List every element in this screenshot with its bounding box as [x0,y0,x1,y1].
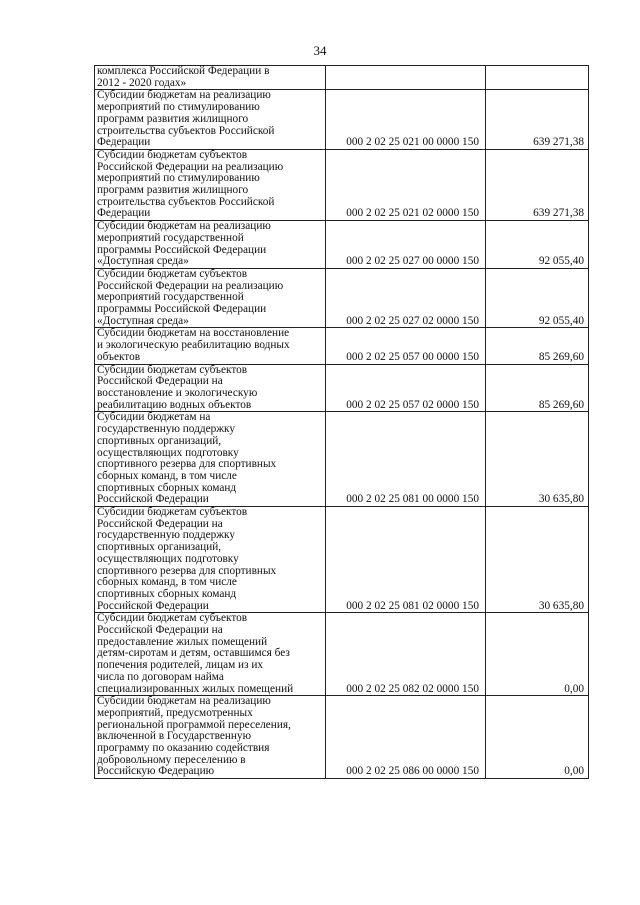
row-name-line: мероприятий государственной [97,231,244,244]
row-name-line: программы Российской Федерации [97,303,267,316]
row-name-cell [95,328,326,364]
row-name-line: спортивного резерва для спортивных [97,458,277,471]
row-name-line: детям-сиротам и детям, оставшимся без [97,647,290,660]
row-name-line: мероприятий по стимулированию [97,101,260,114]
row-name-line: Российской Федерации на реализацию [97,279,284,292]
row-name-line: мероприятий, предусмотренных [97,706,253,719]
row-name-line: предоставление жилых помещений [97,635,268,648]
row-code-cell: 000 2 02 25 027 02 0000 150 [326,268,486,328]
row-name-line: сборных команд, в том числе [97,469,237,482]
row-amount-cell: 92 055,40 [486,268,589,328]
row-name-line: Субсидии бюджетам на реализацию [97,89,271,102]
row-amount-cell: 85 269,60 [486,328,589,364]
row-amount-cell: 0,00 [486,613,589,696]
row-name-line: Субсидии бюджетам на [97,411,211,424]
table-row [95,412,589,507]
row-code-cell: 000 2 02 25 057 00 0000 150 [326,328,486,364]
row-name-cell [95,696,326,779]
table-row [95,268,589,328]
row-name-line: Российской Федерации на [97,624,223,637]
row-name-line: Субсидии бюджетам на восстановление [97,327,290,340]
table-body [95,66,589,779]
row-name-line: программ развития жилищного [97,184,249,197]
row-name-line: «Доступная среда» [97,255,189,268]
row-name-line: спортивных организаций, [97,434,222,447]
row-name-line: государственную поддержку [97,529,236,542]
row-name-line: строительства субъектов Российской [97,124,275,137]
table-row [95,149,589,220]
row-name-line: программы Российской Федерации [97,243,267,256]
row-name-line: «Доступная среда» [97,314,189,327]
row-name-line: добровольному переселению в [97,753,246,766]
row-name-line: Субсидии бюджетам субъектов [97,506,248,519]
row-code-cell: 000 2 02 25 081 00 0000 150 [326,412,486,507]
row-name-line: спортивных организаций, [97,541,222,554]
row-amount-cell: 30 635,80 [486,507,589,613]
row-code-cell [326,66,486,90]
row-name-line: программ развития жилищного [97,112,249,125]
row-name-line: Российской Федерации на реализацию [97,160,284,173]
row-amount-cell: 92 055,40 [486,221,589,269]
page-number: 34 [313,43,327,58]
row-name-line: и экологическую реабилитацию водных [97,339,290,352]
row-name-line: Субсидии бюджетам субъектов [97,363,248,376]
row-name-cell [95,90,326,150]
table-row [95,328,589,364]
row-name-cell [95,412,326,507]
row-amount-cell [486,66,589,90]
table-row [95,613,589,696]
row-name-line: числа по договорам найма [97,670,224,683]
row-name-line: программу по оказанию содействия [97,742,270,755]
table-row [95,66,589,90]
row-code-cell: 000 2 02 25 086 00 0000 150 [326,696,486,779]
row-name-line: Субсидии бюджетам субъектов [97,267,248,280]
row-name-line: Российской Федерации на [97,375,223,388]
table-row [95,696,589,779]
row-name-line: Субсидии бюджетам субъектов [97,148,248,161]
row-code-cell: 000 2 02 25 027 00 0000 150 [326,221,486,269]
row-name-line: восстановление и экологическую [97,386,258,399]
table-row [95,507,589,613]
row-name-cell [95,268,326,328]
row-name-cell [95,149,326,220]
row-name-line: Российской Федерации [97,493,209,506]
row-amount-cell: 0,00 [486,696,589,779]
revenue-table [94,65,589,779]
row-code-cell: 000 2 02 25 057 02 0000 150 [326,364,486,412]
row-name-cell [95,221,326,269]
row-name-cell [95,364,326,412]
row-code-cell: 000 2 02 25 021 02 0000 150 [326,149,486,220]
row-code-cell: 000 2 02 25 081 02 0000 150 [326,507,486,613]
row-name-line: включенной в Государственную [97,730,252,743]
row-name-line: региональной программой переселения, [97,718,291,731]
row-name-line: Федерации [97,207,151,220]
row-name-line: строительства субъектов Российской [97,195,275,208]
row-name-cell [95,507,326,613]
row-name-line: государственную поддержку [97,423,236,436]
row-name-line: осуществляющих подготовку [97,552,239,565]
table-row [95,221,589,269]
row-name-line: спортивных сборных команд [97,587,237,600]
row-name-line: Субсидии бюджетам субъектов [97,612,248,625]
row-name-line: специализированных жилых помещений [97,682,294,695]
row-name-line: попечения родителей, лицам из их [97,659,264,672]
row-amount-cell: 30 635,80 [486,412,589,507]
row-amount-cell: 639 271,38 [486,149,589,220]
row-name-line: сборных команд, в том числе [97,576,237,589]
row-name-line: спортивного резерва для спортивных [97,564,277,577]
row-name-line: Федерации [97,136,151,149]
row-name-line: Российской Федерации на [97,517,223,530]
row-name-line: реабилитацию водных объектов [97,398,252,411]
row-amount-cell: 639 271,38 [486,90,589,150]
row-name-line: Субсидии бюджетам на реализацию [97,220,271,233]
row-name-cell [95,66,326,90]
row-name-line: спортивных сборных команд [97,481,237,494]
row-name-line: Российской Федерации [97,599,209,612]
row-name-line: Субсидии бюджетам на реализацию [97,695,271,708]
table-row [95,90,589,150]
row-name-line: осуществляющих подготовку [97,446,239,459]
row-code-cell: 000 2 02 25 021 00 0000 150 [326,90,486,150]
row-name-line: 2012 - 2020 годах» [97,76,187,89]
row-name-line: мероприятий по стимулированию [97,172,260,185]
row-name-line: Российскую Федерацию [97,765,215,778]
row-name-line: комплекса Российской Федерации в [97,65,270,77]
row-name-line: объектов [97,350,141,363]
row-code-cell: 000 2 02 25 082 02 0000 150 [326,613,486,696]
row-amount-cell: 85 269,60 [486,364,589,412]
row-name-cell [95,613,326,696]
table-row [95,364,589,412]
row-name-line: мероприятий государственной [97,291,244,304]
